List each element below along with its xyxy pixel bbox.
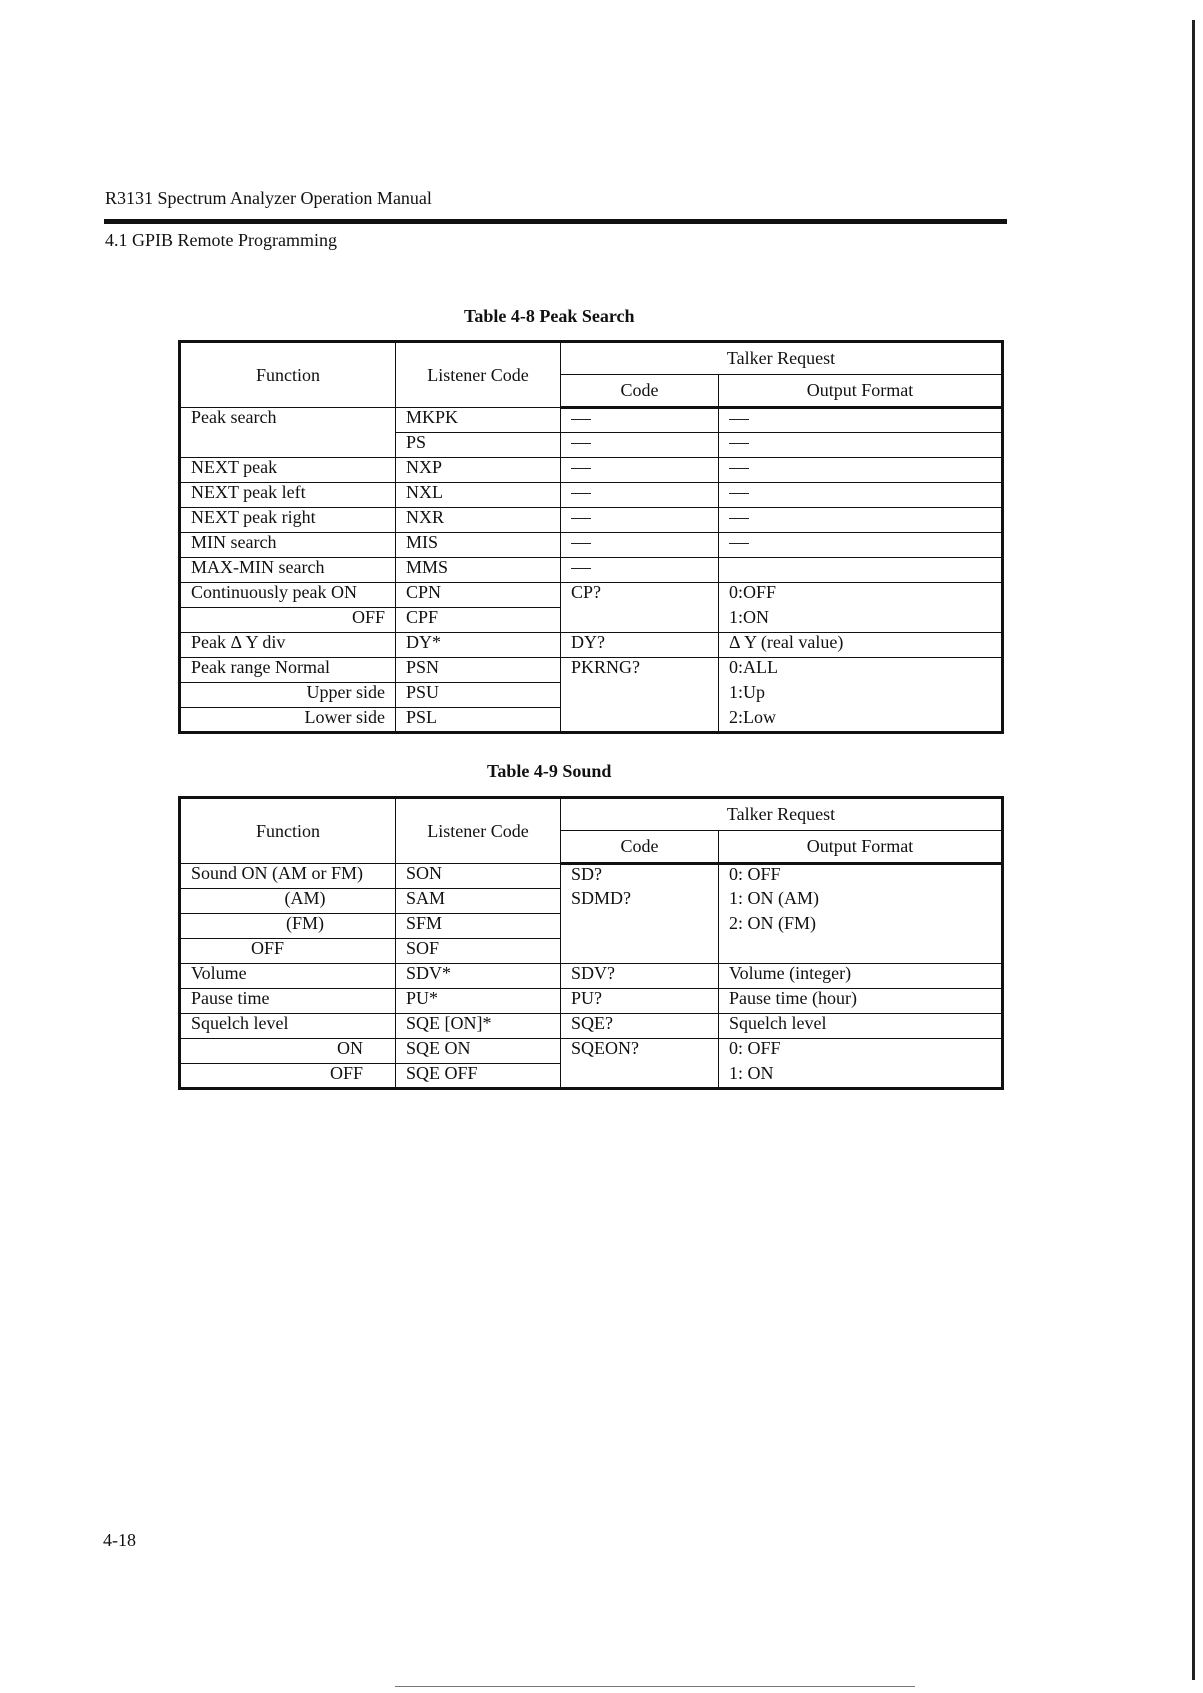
listener-code-cell: NXL bbox=[396, 483, 561, 508]
table-row bbox=[180, 989, 1003, 1014]
scan-bottom-line bbox=[395, 1686, 915, 1687]
listener-code-cell: PSN bbox=[396, 658, 561, 683]
table-row bbox=[180, 483, 1003, 508]
listener-code-cell: CPF bbox=[396, 608, 561, 633]
sound-table bbox=[178, 796, 1004, 1090]
code-cell: CP? bbox=[561, 583, 719, 633]
output-cell: 0: OFF bbox=[719, 1039, 1003, 1064]
listener-code-cell: SON bbox=[396, 864, 561, 889]
function-cell: MAX-MIN search bbox=[180, 558, 396, 583]
header-listener-code: Listener Code bbox=[396, 798, 561, 864]
code-cell: SQE? bbox=[561, 1014, 719, 1039]
table-row bbox=[180, 583, 1003, 608]
code-cell bbox=[561, 458, 719, 483]
listener-code-cell: PSU bbox=[396, 683, 561, 708]
table-row bbox=[180, 889, 1003, 914]
function-cell: OFF bbox=[180, 1064, 396, 1089]
table-row bbox=[180, 1014, 1003, 1039]
output-cell bbox=[719, 458, 1003, 483]
code-cell: PKRNG? bbox=[561, 658, 719, 733]
table-row bbox=[180, 633, 1003, 658]
dash-mark bbox=[729, 543, 749, 544]
header-talker-request: Talker Request bbox=[561, 798, 1003, 831]
listener-code-cell: SFM bbox=[396, 914, 561, 939]
table-row bbox=[180, 1039, 1003, 1064]
dash-mark bbox=[571, 468, 591, 469]
function-cell: Peak Δ Y div bbox=[180, 633, 396, 658]
function-cell: OFF bbox=[180, 939, 396, 964]
function-cell: NEXT peak right bbox=[180, 508, 396, 533]
output-cell: 1: ON (AM) bbox=[719, 889, 1003, 914]
output-cell: 1:ON bbox=[719, 608, 1003, 633]
output-cell: Squelch level bbox=[719, 1014, 1003, 1039]
code-cell bbox=[561, 558, 719, 583]
listener-code-cell: PS bbox=[396, 433, 561, 458]
code-cell: SDV? bbox=[561, 964, 719, 989]
listener-code-cell: NXP bbox=[396, 458, 561, 483]
code-cell bbox=[561, 533, 719, 558]
code-cell: PU? bbox=[561, 989, 719, 1014]
function-cell: Peak range Normal bbox=[180, 658, 396, 683]
function-cell: NEXT peak left bbox=[180, 483, 396, 508]
output-cell: 2: ON (FM) bbox=[719, 914, 1003, 964]
function-cell: Lower side bbox=[180, 708, 396, 733]
dash-mark bbox=[571, 568, 591, 569]
dash-mark bbox=[571, 419, 591, 420]
page-number: 4-18 bbox=[103, 1530, 136, 1550]
table-row bbox=[180, 964, 1003, 989]
listener-code-cell: MIS bbox=[396, 533, 561, 558]
header-function: Function bbox=[180, 798, 396, 864]
output-cell bbox=[719, 408, 1003, 433]
code-cell: DY? bbox=[561, 633, 719, 658]
table-row bbox=[180, 458, 1003, 483]
dash-mark bbox=[571, 518, 591, 519]
output-cell bbox=[719, 483, 1003, 508]
code-cell bbox=[561, 433, 719, 458]
function-cell: ON bbox=[180, 1039, 396, 1064]
code-cell: SDMD? bbox=[561, 889, 719, 964]
listener-code-cell: SDV* bbox=[396, 964, 561, 989]
output-cell: 2:Low bbox=[719, 708, 1003, 733]
dash-mark bbox=[729, 493, 749, 494]
table-row bbox=[180, 508, 1003, 533]
table-row bbox=[180, 533, 1003, 558]
listener-code-cell: SQE OFF bbox=[396, 1064, 561, 1089]
manual-title: R3131 Spectrum Analyzer Operation Manual bbox=[105, 188, 432, 208]
function-cell: (AM) bbox=[180, 889, 396, 914]
function-cell: Volume bbox=[180, 964, 396, 989]
output-cell: 1:Up bbox=[719, 683, 1003, 708]
output-cell bbox=[719, 533, 1003, 558]
output-cell: Δ Y (real value) bbox=[719, 633, 1003, 658]
code-cell bbox=[561, 508, 719, 533]
header-listener-code: Listener Code bbox=[396, 342, 561, 408]
scan-edge-line bbox=[1192, 20, 1195, 1680]
dash-mark bbox=[571, 543, 591, 544]
code-cell: SD? bbox=[561, 864, 719, 889]
header-output-format: Output Format bbox=[719, 375, 1003, 408]
listener-code-cell: DY* bbox=[396, 633, 561, 658]
table-4-9-caption: Table 4-9 Sound bbox=[487, 761, 612, 781]
function-cell: Sound ON (AM or FM) bbox=[180, 864, 396, 889]
header-talker-request: Talker Request bbox=[561, 342, 1003, 375]
function-cell: MIN search bbox=[180, 533, 396, 558]
section-title: 4.1 GPIB Remote Programming bbox=[105, 230, 337, 250]
listener-code-cell: SQE [ON]* bbox=[396, 1014, 561, 1039]
output-cell bbox=[719, 508, 1003, 533]
header-code: Code bbox=[561, 831, 719, 864]
function-cell: Pause time bbox=[180, 989, 396, 1014]
listener-code-cell: SQE ON bbox=[396, 1039, 561, 1064]
table-row bbox=[180, 558, 1003, 583]
function-cell: Upper side bbox=[180, 683, 396, 708]
header-code: Code bbox=[561, 375, 719, 408]
peak-search-table bbox=[178, 340, 1004, 734]
function-cell: Continuously peak ON bbox=[180, 583, 396, 608]
dash-mark bbox=[729, 443, 749, 444]
function-cell: OFF bbox=[180, 608, 396, 633]
listener-code-cell: PSL bbox=[396, 708, 561, 733]
listener-code-cell: MMS bbox=[396, 558, 561, 583]
output-cell: Pause time (hour) bbox=[719, 989, 1003, 1014]
header-output-format: Output Format bbox=[719, 831, 1003, 864]
output-cell bbox=[719, 558, 1003, 583]
dash-mark bbox=[571, 443, 591, 444]
dash-mark bbox=[729, 468, 749, 469]
code-cell bbox=[561, 483, 719, 508]
code-cell bbox=[561, 408, 719, 433]
listener-code-cell: SOF bbox=[396, 939, 561, 964]
output-cell: 1: ON bbox=[719, 1064, 1003, 1089]
output-cell: 0: OFF bbox=[719, 864, 1003, 889]
header-function: Function bbox=[180, 342, 396, 408]
dash-mark bbox=[571, 493, 591, 494]
function-cell: Peak search bbox=[180, 408, 396, 458]
dash-mark bbox=[729, 518, 749, 519]
listener-code-cell: NXR bbox=[396, 508, 561, 533]
listener-code-cell: SAM bbox=[396, 889, 561, 914]
header-rule bbox=[104, 219, 1007, 224]
output-cell: 0:ALL bbox=[719, 658, 1003, 683]
table-row bbox=[180, 408, 1003, 433]
listener-code-cell: MKPK bbox=[396, 408, 561, 433]
function-cell: Squelch level bbox=[180, 1014, 396, 1039]
output-cell bbox=[719, 433, 1003, 458]
listener-code-cell: PU* bbox=[396, 989, 561, 1014]
output-cell: 0:OFF bbox=[719, 583, 1003, 608]
table-row bbox=[180, 658, 1003, 683]
listener-code-cell: CPN bbox=[396, 583, 561, 608]
function-cell: NEXT peak bbox=[180, 458, 396, 483]
table-4-8-caption: Table 4-8 Peak Search bbox=[464, 306, 635, 326]
code-cell: SQEON? bbox=[561, 1039, 719, 1089]
output-cell: Volume (integer) bbox=[719, 964, 1003, 989]
function-cell: (FM) bbox=[180, 914, 396, 939]
dash-mark bbox=[729, 419, 749, 420]
table-row bbox=[180, 864, 1003, 889]
